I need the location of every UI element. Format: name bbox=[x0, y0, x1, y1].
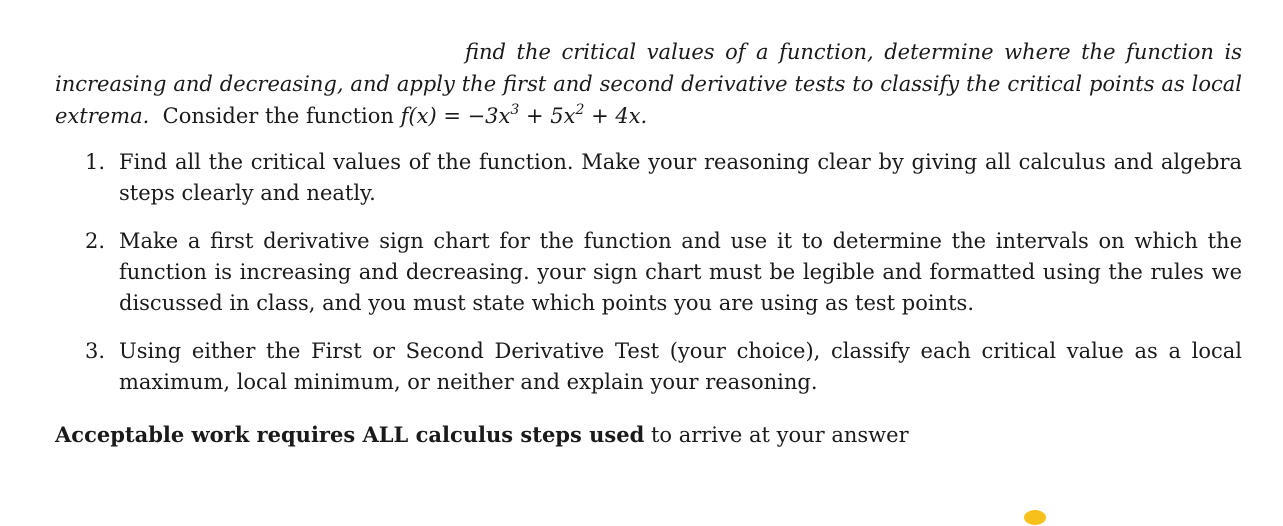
task-number-2: 2. bbox=[85, 229, 106, 253]
task-text-1: Find all the critical values of the function. Make your reasoning clear by giving all calculus and algebra steps clearly and neatly. bbox=[119, 150, 1242, 205]
function-exponent-3: 3 bbox=[510, 102, 520, 118]
annotation-marker-dot bbox=[1024, 510, 1046, 525]
closing-bold-text: Acceptable work requires ALL calculus steps used bbox=[55, 422, 645, 447]
function-end: + 4x. bbox=[584, 104, 648, 128]
task-number-3: 3. bbox=[85, 339, 106, 363]
task-list bbox=[85, 147, 1242, 398]
task-number-1: 1. bbox=[85, 150, 106, 174]
function-exponent-2: 2 bbox=[575, 102, 585, 118]
task-item-2 bbox=[85, 226, 1242, 319]
closing-note bbox=[55, 420, 909, 450]
closing-rest-text: to arrive at your answer bbox=[644, 423, 909, 447]
intro-objective-text: find the critical values of a function, determine where the function is increasing and decreasing, and apply the first and second derivative tests to classify the critical points as local extrema. bbox=[55, 40, 1242, 128]
task-item-3 bbox=[85, 336, 1242, 398]
function-middle: + 5x bbox=[519, 104, 576, 128]
task-text-3: Using either the First or Second Derivative Test (your choice), classify each critical value as a local maximum, local minimum, or neither and explain your reasoning. bbox=[119, 339, 1242, 394]
intro-consider-text: Consider the function bbox=[162, 104, 394, 128]
function-expression bbox=[401, 104, 648, 128]
function-lhs: f(x) = −3x bbox=[400, 104, 511, 128]
task-item-1 bbox=[85, 147, 1242, 209]
intro-paragraph bbox=[55, 36, 1242, 132]
task-text-2: Make a first derivative sign chart for the function and use it to determine the intervals on which the function is increasing and decreasing. your sign chart must be legible and formatted using the rules we discussed in class, and you must state which points you are using as test points. bbox=[119, 229, 1242, 315]
